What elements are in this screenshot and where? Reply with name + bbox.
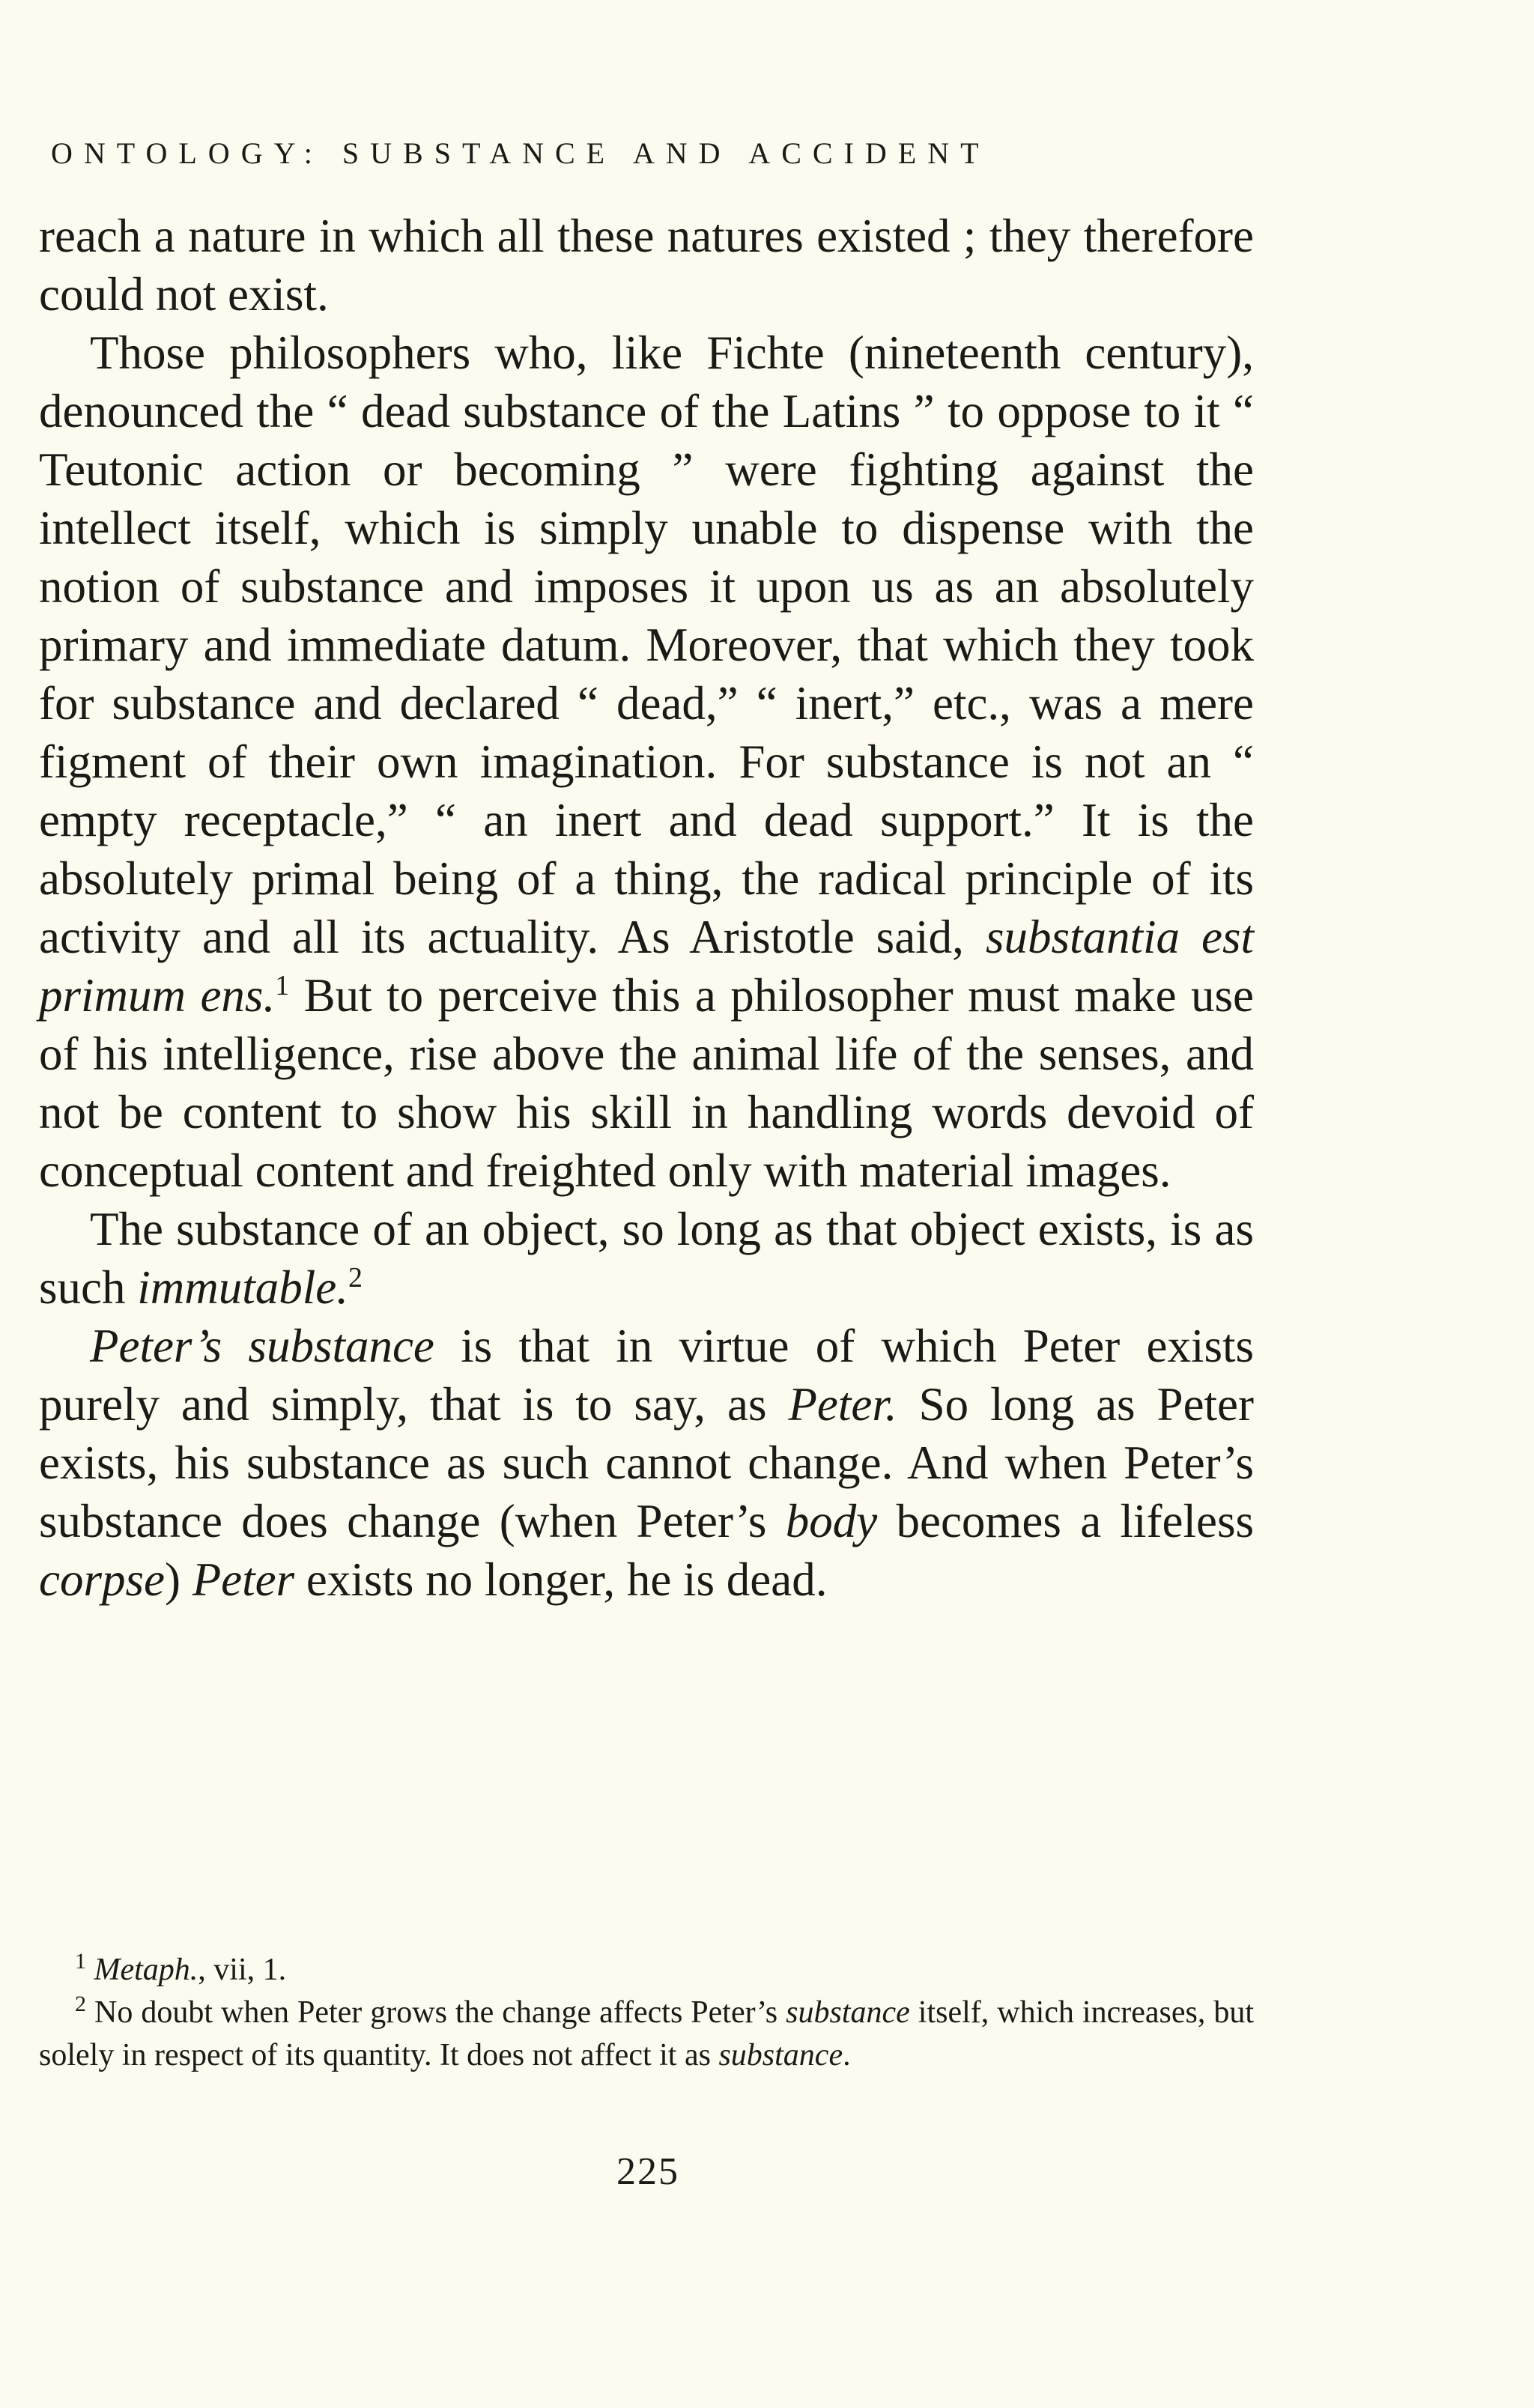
footnote-number: 1: [75, 1949, 86, 1974]
italic-term: Peter’s substance: [90, 1320, 434, 1372]
paragraph-text: The substance of an object, so long as that object exists, is as such: [39, 1203, 1254, 1314]
italic-term: immutable.: [137, 1261, 348, 1314]
italic-term: Peter: [192, 1553, 295, 1606]
paragraph-text: reach a nature in which all these natures existed ; they therefore could not exist.: [39, 210, 1254, 321]
paragraph-2: [39, 324, 1254, 1200]
footnote-italic: substance: [718, 2038, 843, 2072]
footnote-italic: substance: [786, 1995, 910, 2030]
footnote-text: No doubt when Peter grows the change affects Peter’s: [94, 1995, 786, 2030]
italic-latin-phrase: substantia est primum ens.: [39, 911, 1255, 1022]
italic-term: body: [785, 1495, 878, 1547]
main-text: [39, 207, 1254, 1609]
footnote-reference-1: 1: [275, 970, 290, 1001]
footnote-italic: Metaph.: [94, 1953, 198, 1987]
footnote-text: itself, which increases, but solely in respect of its quantity. It does not affect it as: [39, 1995, 1254, 2072]
paragraph-4: [39, 1317, 1254, 1609]
paragraph-1: [39, 207, 1254, 324]
paragraph-text: exists no longer, he is dead.: [294, 1553, 828, 1606]
italic-term: Peter.: [788, 1378, 897, 1431]
footnote-2: [39, 1992, 1254, 2077]
footnote-number: 2: [75, 1992, 86, 2016]
footnote-text: , vii, 1.: [198, 1953, 287, 1987]
paragraph-text: is that in virtue of which Peter exists purely and simply, that is to say, as: [39, 1320, 1254, 1431]
page-number: 225: [616, 2150, 679, 2193]
footnotes: [39, 1949, 1254, 2077]
paragraph-text: Those philosophers who, like Fichte (nineteenth century), denounced the “ dead substance of the Latins ” to oppose to it “ Teutonic action or becoming ” were fighting against the intellect itself, which is simply unable to dispense with the notion of substance and imposes it upon us as an absolutely primary and immediate datum. Moreover, that which they took for substance and declared “ dead,” “ inert,” etc., was a mere figment of their own imagination. For substance is not an “ empty receptacle,” “ an inert and dead support.” It is the absolutely primal being of a thing, the radical principle of its activity and all its actuality. As Aristotle said,: [39, 327, 1254, 963]
paragraph-3: [39, 1200, 1254, 1317]
footnote-reference-2: 2: [348, 1262, 363, 1294]
footnote-1: [39, 1949, 1254, 1992]
footnote-text: .: [843, 2038, 851, 2072]
paragraph-text: becomes a lifeless: [877, 1495, 1254, 1547]
paragraph-text: So long as Peter exists, his substance as such cannot change. And when Peter’s substance does change (when Peter’s: [39, 1378, 1254, 1547]
italic-term: corpse: [39, 1553, 165, 1606]
paragraph-text: ): [164, 1553, 192, 1606]
running-header: ONTOLOGY: SUBSTANCE AND ACCIDENT: [51, 136, 990, 170]
paragraph-text: But to perceive this a philosopher must make use of his intelligence, rise above the animal life of the senses, and not be content to show his skill in handling words devoid of conceptual content and freighted only with material images.: [39, 969, 1254, 1197]
